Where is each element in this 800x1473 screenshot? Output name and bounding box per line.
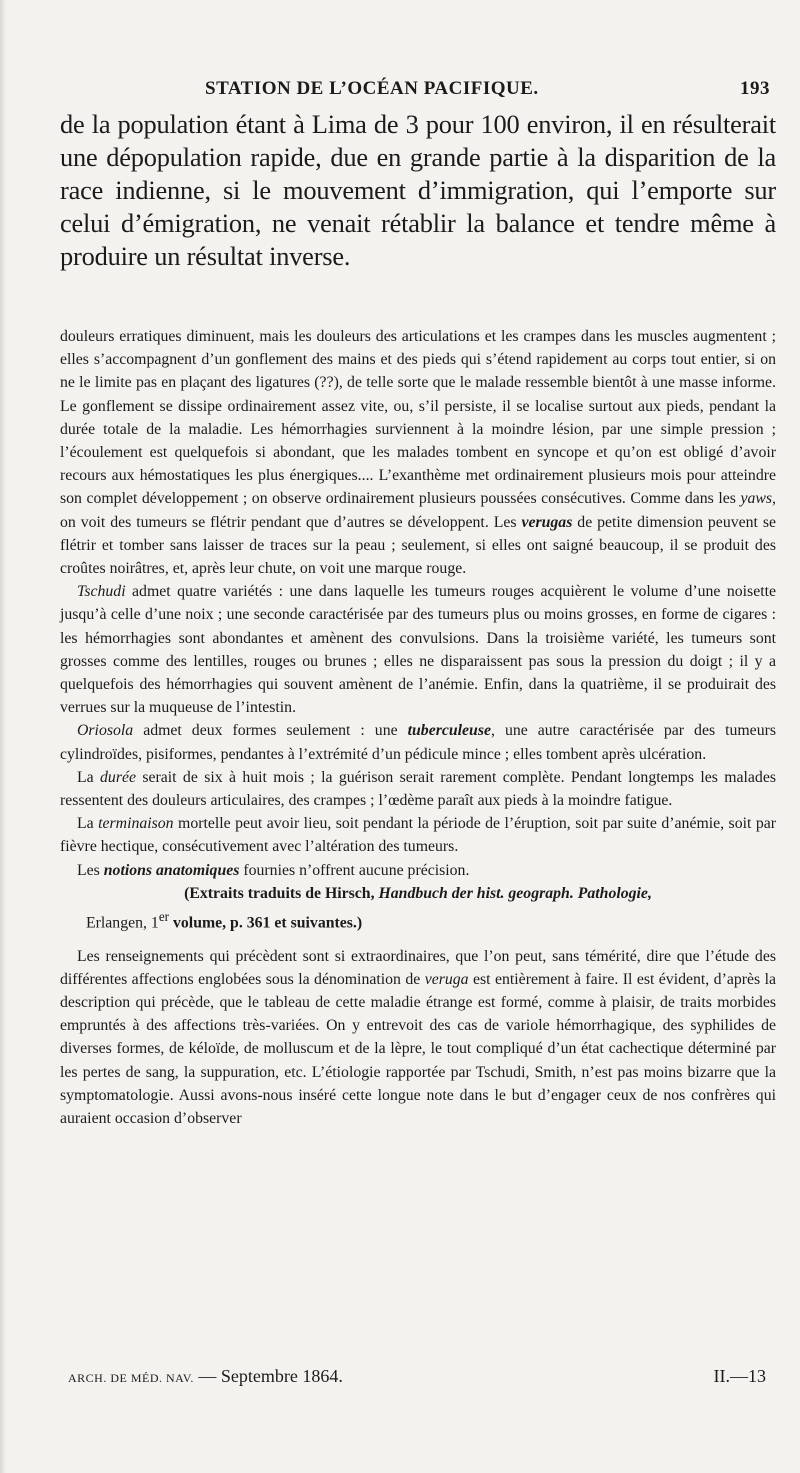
citation-text: volume, p. 361 et suivantes.) [169, 914, 363, 932]
note-paragraph-7 [60, 945, 776, 1131]
citation-line-1 [60, 882, 776, 905]
running-header [60, 70, 776, 108]
text-run: serait de six à huit mois ; la guérison serait rarement complète. Pendant longtemps les malades ressentent des douleurs articulaires, des crampes ; l’œdème paraît aux pieds à la moindre fatigue. [60, 768, 776, 810]
note-paragraph-6 [60, 859, 776, 882]
note-paragraph-5 [60, 812, 776, 858]
page-footer [68, 1366, 766, 1390]
term-duree: durée [100, 768, 136, 786]
text-run: , une autre caractérisée par des tumeurs cylindroïdes, pisiformes, pendantes à l’extrémité d’un pédicule mince ; elles tombent après ulcération. [60, 722, 776, 763]
issue-date: — Septembre 1864. [193, 1366, 343, 1386]
running-title: STATION DE L’OCÉAN PACIFIQUE. [205, 78, 539, 99]
term-veruga: veruga [424, 970, 469, 988]
author-tschudi: Tschudi [77, 583, 126, 601]
text-run: admet quatre variétés : une dans laquelle les tumeurs rouges acquièrent le volume d’une noisette jusqu’à celle d’une noix ; une seconde caractérisée par des tumeurs plus ou moins grosses, en forme de cigares : les hémorrhagies sont abondantes et amènent des convulsions. Dans la troisième variété, les tumeurs sont grosses comme des lentilles, rouges ou brunes ; elles ne disparaissent pas sous la pression du doigt ; il y a quelquefois des hémorrhagies qui souvent amènent de l’anémie. Enfin, dans la quatrième, il se produirait des verrues sur la muqueuse de l’intestin. [60, 583, 776, 717]
text-run: admet deux formes seulement : une [133, 722, 408, 740]
citation-superscript: er [158, 909, 170, 925]
text-run: Les renseignements qui précèdent sont si extraordinaires, que l’on peut, sans témérité, dire que l’étude des différentes affections englobées sous la dénomination de [60, 947, 776, 988]
note-paragraph-3 [60, 719, 776, 765]
main-paragraph: de la population étant à Lima de 3 pour 100 environ, il en résulterait une dépopulation rapide, due en grande partie à la disparition de la race indienne, si le mouvement d’immigration, qui l’emporte sur celui d’émigration, ne venait rétablir la balance et tendre même à produire un résultat inverse. [60, 109, 776, 271]
text-run: est entièrement à faire. Il est évident, d’après la description qui précède, que le tableau de cette maladie étrange est formé, comme à plaisir, de traits morbides empruntés à des affections très-variées. On y entrevoit des cas de variole hémorrhagique, des syphilides de diverses formes, de kéloïde, de molluscum et de la lèpre, le tout compliqué d’un état cachectique déterminé par les pertes de sang, la suppuration, etc. L’étiologie rapportée par Tschudi, Smith, n’est pas moins bizarre que la symptomatologie. Aussi avons-nous inséré cette longue note dans le but d’engager ceux de nos confrères qui auraient occasion d’observer [60, 970, 776, 1127]
footnote [60, 325, 776, 1130]
signature-mark: II.—13 [713, 1366, 766, 1386]
text-run: de petite dimension peuvent se flétrir et tomber sans laisser de traces sur la peau ; seulement, si elles ont saigné beaucoup, il se produit des croûtes noirâtres, et, après leur chute, on voit une marque rouge. [60, 513, 777, 578]
term-yaws: yaws [740, 490, 773, 508]
citation-work-title: Handbuch der hist. geograph. Pathologie, [378, 884, 652, 902]
author-oriosola: Oriosola [77, 722, 134, 740]
text-run: douleurs erratiques diminuent, mais les douleurs des articulations et les crampes dans les muscles augmentent ; elles s’accompagnent d’un gonflement des mains et des pieds qui s’étend rapidement au corps tout entier, si on ne le limite pas en plaçant des ligatures (??), de telle sorte que le malade ressemble bientôt à une masse informe. Le gonflement se dissipe ordinairement assez vite, ou, s’il persiste, il se localise surtout aux pieds, pendant la durée totale de la maladie. Les hémorrhagies surviennent à la moindre lésion, par une simple pression ; l’écoulement est quelquefois si abondant, que les malades tombent en syncope et qu’on est obligé d’avoir recours aux hémostatiques les plus énergiques.... L’exanthème met ordinairement plusieurs mois pour atteindre son complet développement ; on observe ordinairement plusieurs poussées consécutives. Comme dans les [60, 328, 776, 508]
text-run: La [77, 815, 99, 833]
text-run: , on voit des tumeurs se flétrir pendant que d’autres se développent. Les [60, 490, 776, 531]
note-paragraph-1 [60, 325, 776, 580]
term-terminaison: terminaison [98, 815, 174, 833]
note-paragraph-4 [60, 766, 776, 812]
term-tuberculeuse: tuberculeuse [407, 722, 491, 740]
term-notions-anatomiques: notions anatomiques [103, 861, 240, 879]
page-number: 193 [740, 78, 770, 99]
text-run: Les [77, 861, 104, 879]
citation-line-2 [60, 905, 776, 934]
footer-journal [68, 1366, 343, 1387]
citation-text: (Extraits traduits de Hirsch, [184, 884, 379, 902]
note-paragraph-2 [60, 580, 776, 719]
journal-abbrev: ARCH. DE MÉD. NAV. [68, 1371, 194, 1385]
term-verugas: verugas [521, 513, 573, 531]
text-run: mortelle peut avoir lieu, soit pendant la période de l’éruption, soit par suite d’anémie, soit par fièvre hectique, consécutivement avec l’altération des tumeurs. [60, 815, 776, 856]
citation-text: Erlangen, 1 [86, 914, 159, 932]
text-run: fournies n’offrent aucune précision. [239, 861, 470, 879]
text-run: La [77, 768, 101, 786]
